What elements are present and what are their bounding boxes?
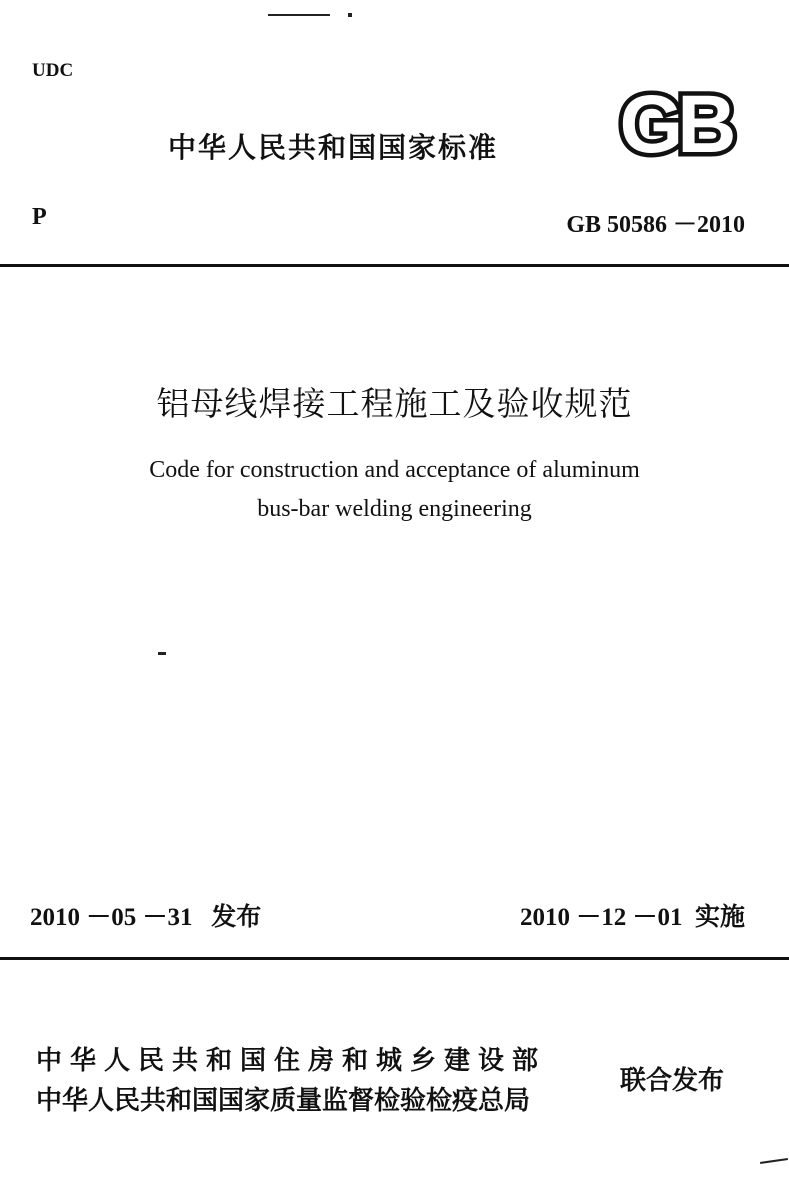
publisher-ministry: 中华人民共和国住房和城乡建设部	[36, 1046, 547, 1076]
category-code: P	[32, 204, 47, 230]
standard-name: 中华人民共和国国家标准	[168, 131, 499, 164]
scan-mark	[348, 13, 352, 17]
title-english	[0, 451, 789, 529]
title-chinese: 铝母线焊接工程施工及验收规范	[156, 384, 633, 423]
publisher-aqsiq: 中华人民共和国国家质量监督检验检疫总局	[36, 1086, 531, 1116]
scan-mark	[158, 652, 166, 655]
scan-mark	[268, 14, 330, 16]
title-english-line2: bus-bar welding engineering	[257, 496, 532, 522]
issue-date: 2010 －05 －31 发布	[30, 904, 262, 931]
gb-logo-text: GB	[619, 88, 731, 160]
top-divider	[0, 264, 789, 267]
scan-mark	[760, 1158, 788, 1164]
title-english-line1: Code for construction and acceptance of aluminum	[149, 457, 640, 483]
udc-label: UDC	[32, 60, 74, 81]
standard-code: GB 50586 －2010	[566, 212, 745, 238]
joint-issue-label: 联合发布	[620, 1066, 725, 1096]
gb-logo	[602, 88, 748, 160]
bottom-divider	[0, 957, 789, 960]
implementation-date: 2010 －12 －01 实施	[519, 904, 745, 931]
